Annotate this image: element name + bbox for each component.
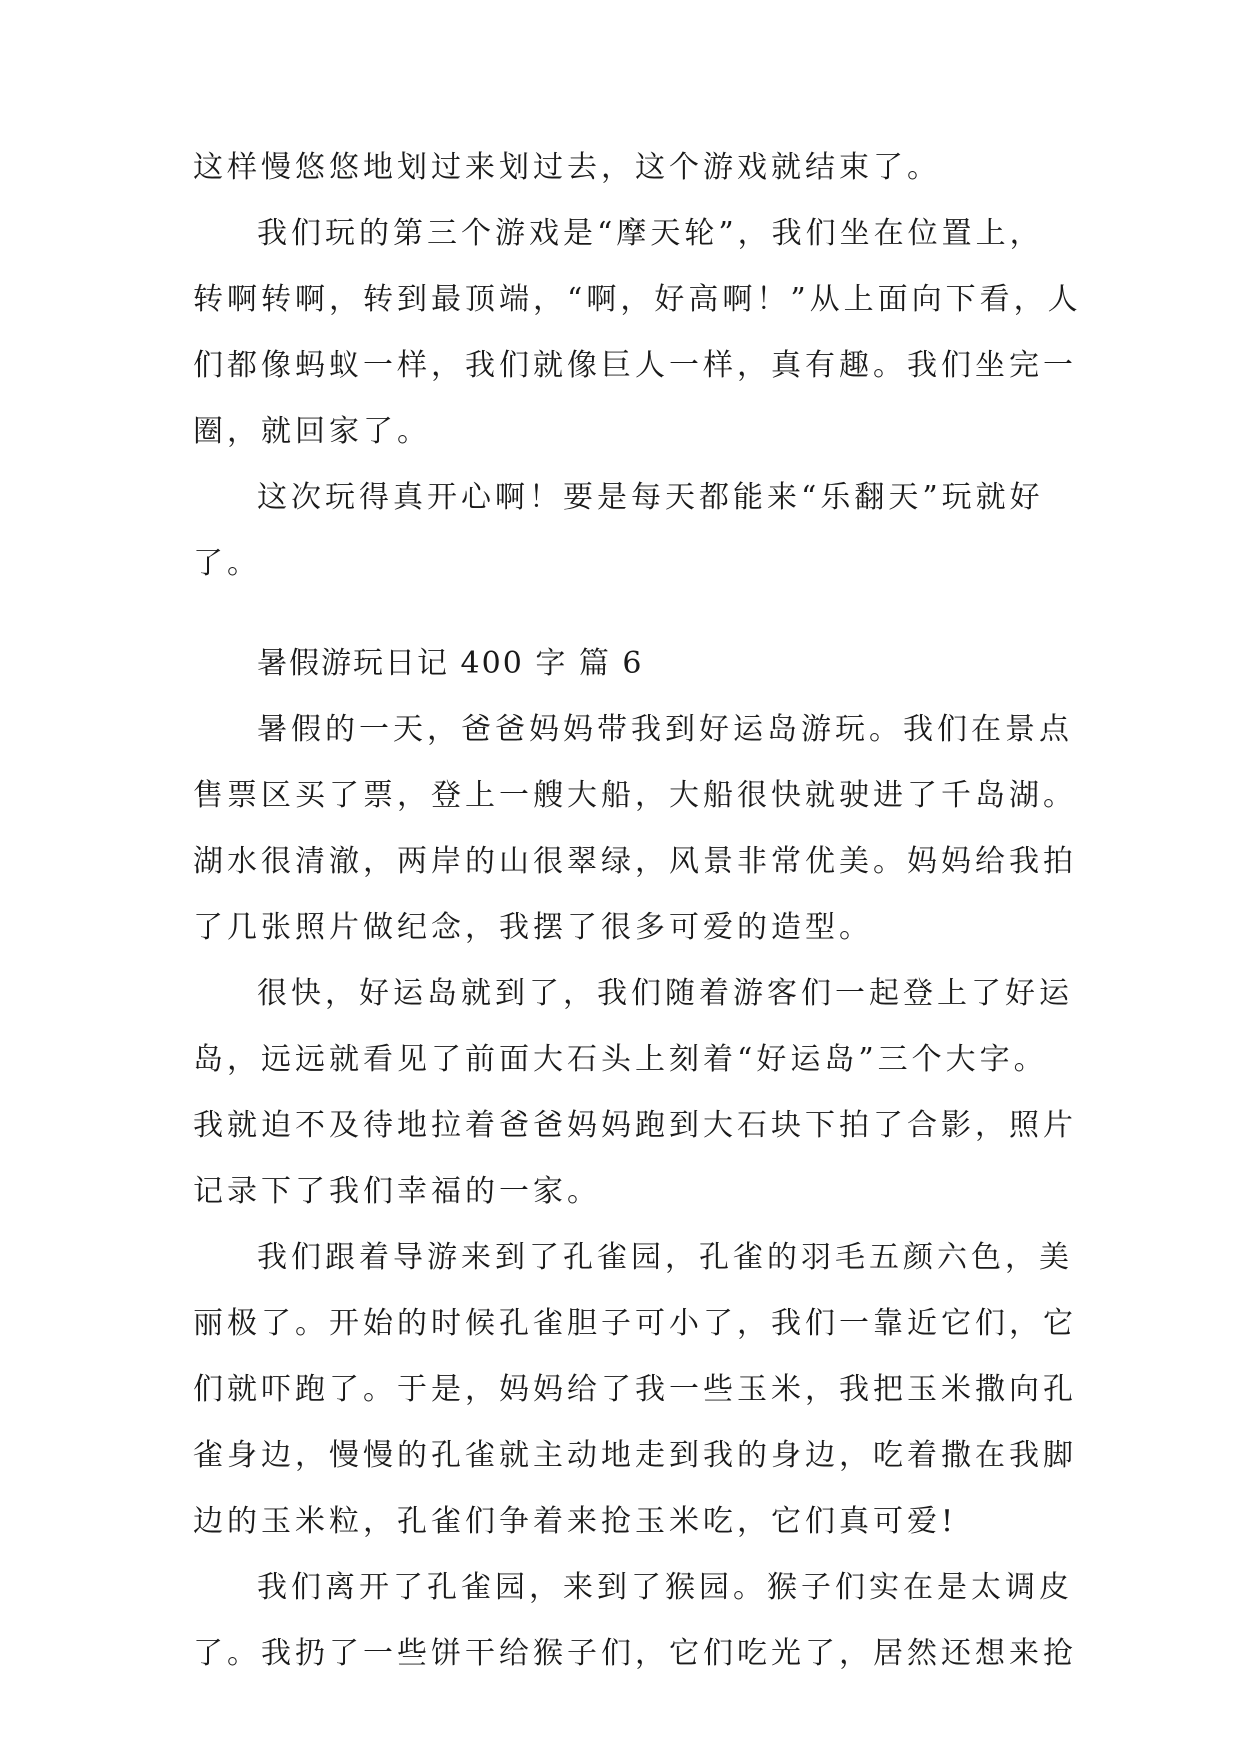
paragraph-line: 雀身边，慢慢的孔雀就主动地走到我的身边，吃着撒在我脚 xyxy=(193,1438,1077,1473)
paragraph-line: 暑假的一天，爸爸妈妈带我到好运岛游玩。我们在景点 xyxy=(257,712,1073,747)
paragraph-line: 记录下了我们幸福的一家。 xyxy=(193,1174,601,1209)
paragraph-line: 我们离开了孔雀园，来到了猴园。猴子们实在是太调皮 xyxy=(257,1570,1073,1605)
paragraph-line: 岛，远远就看见了前面大石头上刻着“好运岛”三个大字。 xyxy=(193,1042,1048,1077)
paragraph-line: 们就吓跑了。于是，妈妈给了我一些玉米，我把玉米撒向孔 xyxy=(193,1372,1077,1407)
paragraph-line: 我们玩的第三个游戏是“摩天轮”，我们坐在位置上， xyxy=(257,216,1044,251)
paragraph-line: 丽极了。开始的时候孔雀胆子可小了，我们一靠近它们，它 xyxy=(193,1306,1077,1341)
section-heading: 暑假游玩日记 400 字 篇 6 xyxy=(257,646,644,681)
paragraph-line: 湖水很清澈，两岸的山很翠绿，风景非常优美。妈妈给我拍 xyxy=(193,844,1077,879)
paragraph-line: 了几张照片做纪念，我摆了很多可爱的造型。 xyxy=(193,910,873,945)
paragraph-line: 这次玩得真开心啊！要是每天都能来“乐翻天”玩就好 xyxy=(257,480,1044,515)
paragraph-line: 很快，好运岛就到了，我们随着游客们一起登上了好运 xyxy=(257,976,1073,1011)
paragraph-line: 转啊转啊，转到最顶端，“啊，好高啊！”从上面向下看，人 xyxy=(193,282,1082,317)
paragraph-line: 我就迫不及待地拉着爸爸妈妈跑到大石块下拍了合影，照片 xyxy=(193,1108,1077,1143)
paragraph-line: 边的玉米粒，孔雀们争着来抢玉米吃，它们真可爱! xyxy=(193,1504,958,1539)
paragraph-line: 圈，就回家了。 xyxy=(193,414,431,449)
paragraph-line: 这样慢悠悠地划过来划过去，这个游戏就结束了。 xyxy=(193,150,941,185)
paragraph-line: 们都像蚂蚁一样，我们就像巨人一样，真有趣。我们坐完一 xyxy=(193,348,1077,383)
paragraph-line: 了。 xyxy=(193,546,261,581)
paragraph-line: 了。我扔了一些饼干给猴子们，它们吃光了，居然还想来抢 xyxy=(193,1636,1077,1671)
paragraph-line: 我们跟着导游来到了孔雀园，孔雀的羽毛五颜六色，美 xyxy=(257,1240,1073,1275)
paragraph-line: 售票区买了票，登上一艘大船，大船很快就驶进了千岛湖。 xyxy=(193,778,1077,813)
